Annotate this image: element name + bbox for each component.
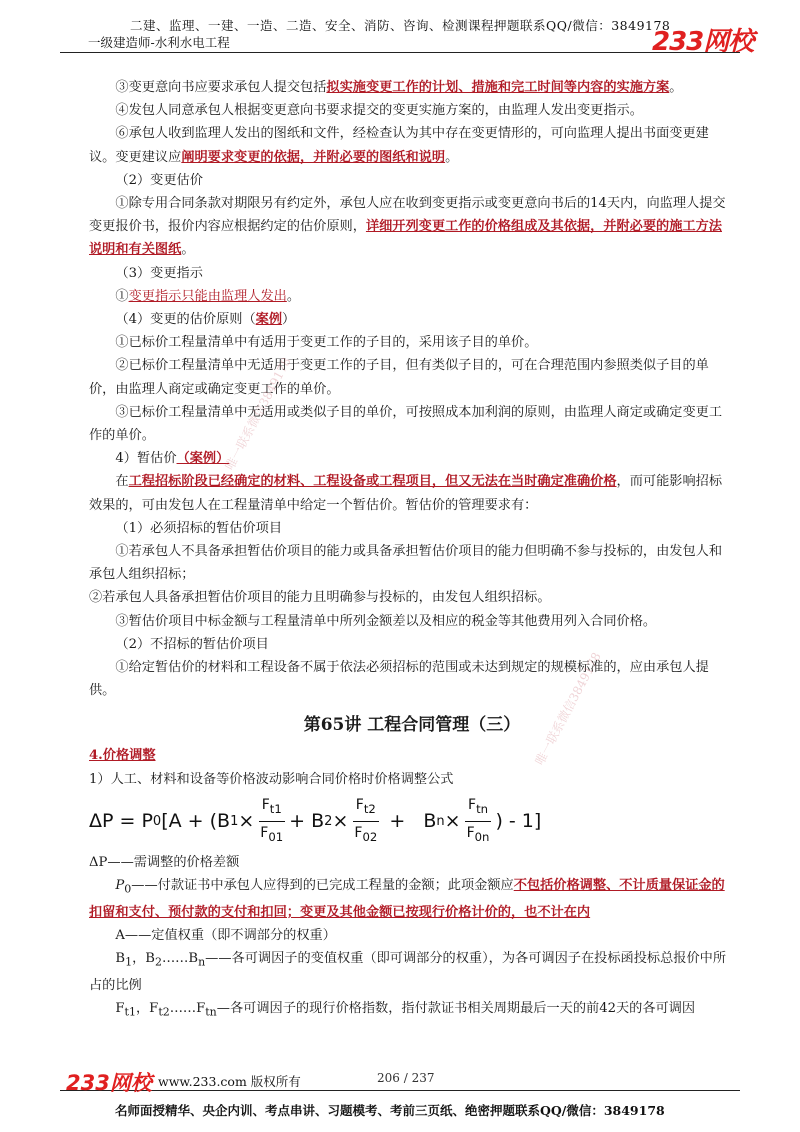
definition: $B_1$，$B_2\dots\dots B_n——$各可调因子的变值权重（即可调部分的权重），为各可调因子在投标函投标总报价中所占的比例 [89, 951, 727, 994]
header-divider [60, 52, 740, 53]
header-contact-line: 二建、监理、一建、一造、二造、安全、消防、咨询、检测课程押题联系QQ/微信：3849178 [130, 18, 671, 33]
paragraph: ③变更意向书应要求承包人提交包括拟实施变更工作的计划、措施和完工时间等内容的实施方案。 [115, 80, 683, 95]
definition: $P_0——$付款证书中承包人应得到的已完成工程量的金额；此项金额应不包括价格调整、不计质量保证金的扣留和支付、预付款的支付和扣回；变更及其他金额已按现行价格计价的，也不计在内 [89, 878, 725, 920]
subheading: （4）变更的估价原则（案例） [115, 312, 296, 328]
paragraph: ③已标价工程量清单中无适用或类似子目的单价，可按照成本加利润的原则，由监理人商定或确定变更工作的单价。 [89, 404, 723, 444]
fraction-ftn-f0n: $\frac{F_{tn}}{F_{0n}}$ [464, 794, 493, 849]
subheading: （2）变更估价 [115, 172, 203, 188]
section-heading: 4.价格调整 [89, 748, 156, 764]
paragraph: ②已标价工程量清单中无适用于变更工作的子目，但有类似子目的，可在合理范围内参照类似子目的单价，由监理人商定或确定变更工作的单价。 [89, 358, 709, 397]
paragraph: ③暂估价项目中标金额与工程量清单中所列金额差以及相应的税金等其他费用列入合同价格。 [115, 613, 657, 629]
subheading: （2）不招标的暂估价项目 [115, 636, 269, 652]
lecture-title: 第65讲 工程合同管理（三） [303, 715, 521, 736]
paragraph: 在工程招标阶段已经确定的材料、工程设备或工程项目，但又无法在当时确定准确价格，而可能影响招标效果的，可由发包人在工程量清单中给定一个暂估价。暂估价的管理要求有： [89, 474, 723, 513]
subheading: （3）变更指示 [115, 265, 203, 281]
definition: ΔP——需调整的价格差额 [89, 854, 240, 870]
subheading: （1）必须招标的暂估价项目 [115, 520, 283, 536]
paragraph: ①已标价工程量清单中有适用于变更工作的子目的，采用该子目的单价。 [115, 335, 538, 351]
brand-logo: 233网校 [652, 27, 754, 57]
subheading: 4）暂估价（案例） [115, 451, 230, 467]
paragraph: ①若承包人不具备承担暂估价项目的能力或具备承担暂估价项目的能力但明确不参与投标的，由发包人和承包人组织招标； [89, 544, 723, 583]
fraction-ft1-f01: $\frac{F_{t1}}{F_{01}}$ [257, 794, 286, 849]
price-adjustment-formula: ΔP = P 0 [A + (B 1 × $\frac{F_{t1}}{F_{01}}$ + B 2 × $\frac{F_{t2}}{F_{02}}$ + B n × $\frac{F_{tn}}{F_{0n}}$ ) - 1] [89, 793, 735, 851]
footer-contact: 名师面授精华、央企内训、考点串讲、习题模考、考前三页纸、绝密押题联系QQ/微信：3849178 [115, 1103, 665, 1118]
page-number: 206 / 237 [377, 1071, 435, 1085]
watermark: 唯一联系微信3849178 [532, 650, 604, 768]
definition: $F_{t1}$，$F_{t2}\dots\dots F_{tn}—$各可调因子的现行价格指数，指付款证书相关周期最后一天的前42天的各可调因 [115, 1001, 696, 1020]
footer-logo: 233网校 [66, 1071, 152, 1095]
watermark: 唯一联系微信3849178 [222, 355, 294, 473]
paragraph: 1）人工、材料和设备等价格波动影响合同价格时价格调整公式 [89, 771, 454, 787]
paragraph: ①除专用合同条款对期限另有约定外，承包人应在收到变更指示或变更意向书后的14天内，向监理人提交变更报价书，报价内容应根据约定的估价原则，详细开列变更工作的价格组成及其依据，并附必要的施工方法说明和有关图纸。 [89, 196, 726, 258]
paragraph: ②若承包人具备承担暂估价项目的能力且明确参与投标的，由发包人组织招标。 [89, 590, 551, 606]
footer-copyright[interactable]: www.233.com 版权所有 [158, 1074, 301, 1089]
paragraph: ④发包人同意承包人根据变更意向书要求提交的变更实施方案的，由监理人发出变更指示。 [115, 103, 643, 119]
paragraph: ①给定暂估价的材料和工程设备不属于依法必须招标的范围或未达到规定的规模标准的，应由承包人提供。 [89, 660, 709, 699]
document-body [89, 76, 735, 1024]
header-subject: 一级建造师-水利水电工程 [88, 35, 230, 50]
fraction-ft2-f02: $\frac{F_{t2}}{F_{02}}$ [351, 794, 380, 849]
paragraph: ⑥承包人收到监理人发出的图纸和文件，经检查认为其中存在变更情形的，可向监理人提出书面变更建议。变更建议应阐明要求变更的依据，并附必要的图纸和说明。 [89, 126, 709, 165]
definition: A——定值权重（即不调部分的权重） [115, 928, 336, 944]
paragraph: ①变更指示只能由监理人发出。 [115, 288, 301, 304]
footer-divider [60, 1090, 740, 1091]
